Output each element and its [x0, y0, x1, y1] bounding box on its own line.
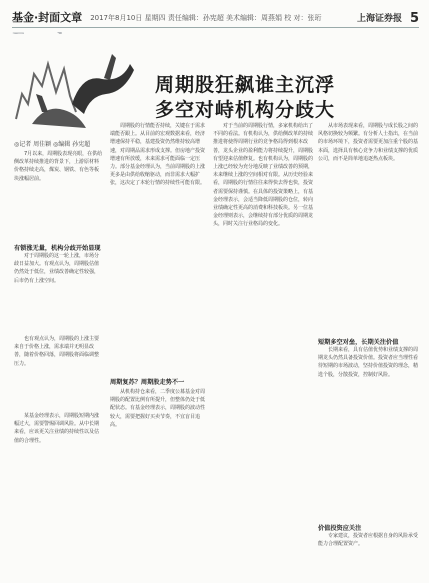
- editor-credits: 责任编辑：孙宪超 美术编辑：周燕娟 校 对：张珩: [167, 14, 322, 22]
- byline: ◎记者 周佳颖 ◎编辑 孙宪超: [14, 141, 91, 148]
- paragraph: 对于当前的周期股行情，多家机构给出了不同的看法。有机构认为，供给侧改革的持续推进将使得周期行业的竞争格局得到根本改善，龙头企业的盈利能力将持续提升，周期股有望迎来估值修复。也有机构认为，周期股的上涨已经较为充分地反映了业绩改善的预期，未来继续上涨的空间相对有限。从历史经验来看，周期股的行情往往来得快去得也快，投资者需要保持谨慎。在具体的投资策略上，有基金经理表示，会适当降低周期股的仓位，转向业绩确定性更高的消费和科技板块。另一位基金经理则表示，会继续持有部分优质的周期龙头，同时关注行业格局的变化。: [213, 123, 313, 228]
- paragraph: 从机构持仓来看，二季度公募基金对周期股的配置比例有所提升，但整体仍处于低配状态。有基金经理表示，周期股的波动性较大，需要把握好买卖节奏，不宜盲目追高。: [110, 389, 206, 428]
- article-column-1c: [14, 335, 103, 410]
- article-column-4b: [318, 346, 418, 532]
- subheading-3: 短期多空对垒，长期关注价值: [318, 339, 399, 346]
- page-header: [12, 6, 419, 28]
- paragraph: 周期股的行情能否持续，关键在于需求端能否跟上。从目前的宏观数据来看，经济增速保持平稳，基建投资仍然维持较高增速，对周期品需求形成支撑。但房地产投资增速有所放缓，未来需求可能面临一定压力。部分基金经理认为，当前周期股的上涨更多是由供给收缩驱动，而非需求大幅扩张，这决定了本轮行情的持续性可能有限。: [110, 123, 206, 187]
- paragraph: 7月以来，周期股表现亮眼，在供给侧改革持续推进的背景下，上游原材料价格持续走高，煤炭、钢铁、有色等板块涨幅居前。: [14, 151, 103, 182]
- paper-name: 上海证券报: [356, 14, 402, 24]
- dateline: [90, 13, 321, 27]
- article-column-2a: [110, 122, 206, 372]
- article-column-4c: [318, 532, 418, 572]
- paragraph: 长期来看，具有估值优势和业绩支撑的周期龙头仍然具备投资价值。投资者应当理性看待短期的市场波动，坚持价值投资的理念，精选个股，分散投资，控制好风险。: [318, 347, 418, 378]
- paragraph: 某基金经理表示，周期股短期内涨幅过大，需要警惕回调风险。从中长期来看，应该更关注业绩的持续性以及估值的合理性。: [14, 413, 100, 444]
- paragraph: 也有观点认为，周期股的上涨主要来自于价格上涨，需求端并无明显改善，随着价格回落，周期股将面临调整压力。: [14, 336, 100, 367]
- article-column-3: [213, 122, 313, 574]
- article-column-1b: [14, 252, 103, 322]
- article-column-2b: [110, 388, 206, 574]
- article-column-1a: [14, 150, 103, 245]
- headline-line-2: 多空对峙机构分歧大: [154, 99, 335, 121]
- section-title: 基金·封面文章: [12, 11, 83, 24]
- subheading-2: 周期复苏？周期股走势不一: [110, 379, 185, 386]
- page-number: 5: [409, 11, 419, 26]
- headline-line-1: 周期股狂飙谁主沉浮: [154, 74, 335, 96]
- paragraph: 从市场表现来看，周期股与成长股之间的风格切换较为频繁。有分析人士指出，在当前的市场环境下，投资者需要更加注重个股的基本面，选择具有核心竞争力和业绩支撑的优质公司，而不是简单地追逐热点板块。: [318, 123, 418, 162]
- paragraph: 专家建议，投资者应根据自身的风险承受能力合理配置资产。: [318, 533, 418, 548]
- paragraph: 对于周期股的这一轮上涨，市场分歧日益加大。有观点认为，周期股估值仍然处于低位，业绩改善确定性较强，后市仍有上涨空间。: [14, 253, 100, 284]
- subheading-4: 价值投资应关注: [318, 525, 362, 532]
- article-column-4a: [318, 122, 418, 337]
- issue-date: 2017年8月10日 星期四: [90, 14, 166, 22]
- article-column-1d: [14, 412, 103, 572]
- subheading-1: 有锁涨无量，机构分歧开始显现: [14, 245, 101, 252]
